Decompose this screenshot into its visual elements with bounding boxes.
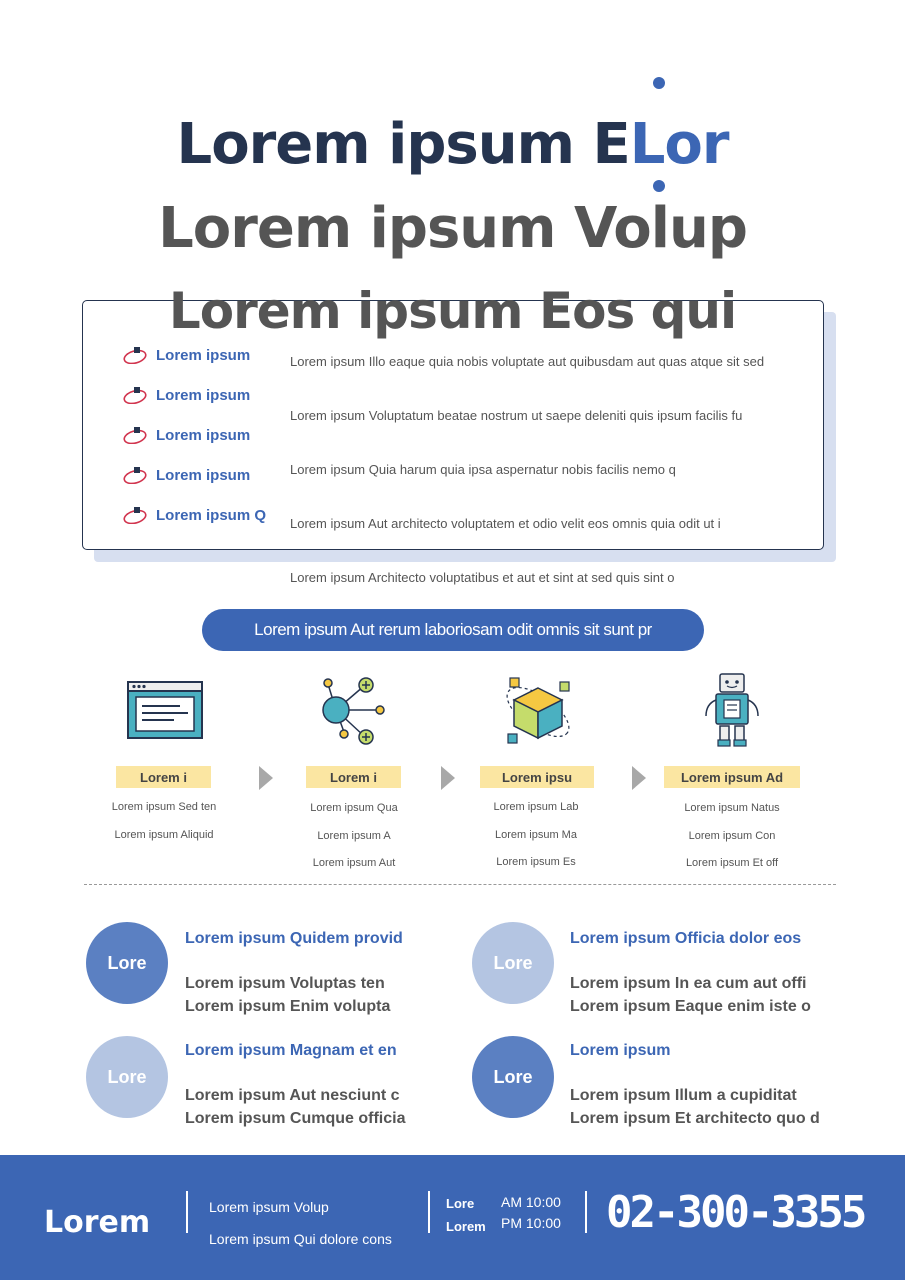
pin-icon [122, 346, 148, 364]
step-tag: Lorem ipsu [480, 766, 594, 788]
page-title-accent: Lor [629, 112, 729, 177]
banner-pill: Lorem ipsum Aut rerum laboriosam odit omnis sit sunt pr [202, 609, 704, 651]
list-item-text: Lorem ipsum Illo eaque quia nobis voluptate aut quibusdam aut quas atque sit sed [290, 354, 765, 369]
robot-icon [692, 672, 772, 752]
step-text: Lorem ipsum Lab [493, 801, 579, 813]
feature-text: Lorem ipsum Voluptas ten [185, 975, 385, 992]
step-text: Lorem ipsum Et off [685, 857, 779, 869]
footer-separator [585, 1191, 587, 1233]
accent-dot-top [653, 77, 665, 89]
footer [0, 1155, 905, 1280]
list-item-label: Lorem ipsum [156, 426, 251, 444]
phone-number: 02-300-3355 [606, 1187, 865, 1238]
arrow-right-icon [632, 766, 646, 790]
list-item [122, 506, 266, 524]
feature-title: Lorem ipsum Officia dolor eos [570, 930, 802, 947]
step-tag: Lorem i [306, 766, 401, 788]
list-item [122, 386, 250, 404]
pin-icon [122, 506, 148, 524]
step-tag: Lorem ipsum Ad [664, 766, 800, 788]
list-item-label: Lorem ipsum [156, 386, 251, 404]
footer-separator [186, 1191, 188, 1233]
step-text: Lorem ipsum Es [496, 856, 576, 868]
feature-badge: Lore [86, 922, 168, 1004]
footer-separator [428, 1191, 430, 1233]
hours-time: AM 10:00 [501, 1194, 561, 1210]
card-heading: Lorem ipsum Eos qui [168, 282, 737, 340]
feature-text: Lorem ipsum Aut nesciunt c [185, 1087, 400, 1104]
feature-title: Lorem ipsum [570, 1042, 671, 1059]
hours-label: Lorem [446, 1219, 486, 1234]
step-tag: Lorem i [116, 766, 211, 788]
footer-info: Lorem ipsum Volup [209, 1199, 329, 1215]
cube-icon [498, 672, 578, 752]
page-subtitle: Lorem ipsum Volup [158, 196, 747, 261]
hours-time: PM 10:00 [501, 1215, 561, 1231]
list-item-text: Lorem ipsum Architecto voluptatibus et aut et sint at sed quis sint o [290, 570, 675, 585]
feature-title: Lorem ipsum Quidem provid [185, 930, 403, 947]
step-text: Lorem ipsum Natus [684, 802, 780, 814]
accent-dot-bottom [653, 180, 665, 192]
feature-text: Lorem ipsum Cumque officia [185, 1110, 406, 1127]
feature-text: Lorem ipsum Eaque enim iste o [570, 998, 811, 1015]
hours-label: Lore [446, 1196, 475, 1211]
browser-window-icon [124, 672, 204, 752]
page-title-main: Lorem ipsum E [176, 112, 630, 177]
feature-text: Lorem ipsum Illum a cupiditat [570, 1087, 797, 1104]
list-item-label: Lorem ipsum [156, 466, 251, 484]
arrow-right-icon [259, 766, 273, 790]
page-title [0, 112, 905, 177]
step-text: Lorem ipsum Sed ten [111, 801, 217, 813]
list-item-text: Lorem ipsum Quia harum quia ipsa aspernatur nobis facilis nemo q [290, 462, 676, 477]
feature-text: Lorem ipsum Enim volupta [185, 998, 391, 1015]
list-item-text: Lorem ipsum Aut architecto voluptatem et odio velit eos omnis quia odit ut i [290, 516, 721, 531]
dashed-divider [84, 884, 836, 885]
step-text: Lorem ipsum Con [688, 830, 776, 842]
step-text: Lorem ipsum A [317, 830, 391, 842]
feature-text: Lorem ipsum Et architecto quo d [570, 1110, 820, 1127]
footer-brand: Lorem [44, 1205, 151, 1240]
list-item [122, 346, 250, 364]
feature-badge: Lore [472, 1036, 554, 1118]
step-text: Lorem ipsum Qua [310, 802, 398, 814]
footer-info: Lorem ipsum Qui dolore cons [209, 1231, 392, 1247]
list-item-label: Lorem ipsum [156, 346, 251, 364]
pin-icon [122, 466, 148, 484]
step-text: Lorem ipsum Aliquid [114, 829, 214, 841]
feature-text: Lorem ipsum In ea cum aut offi [570, 975, 807, 992]
list-item-text: Lorem ipsum Voluptatum beatae nostrum ut saepe deleniti quis ipsum facilis fu [290, 408, 743, 423]
feature-badge: Lore [472, 922, 554, 1004]
network-nodes-icon [314, 672, 394, 752]
pin-icon [122, 386, 148, 404]
feature-badge: Lore [86, 1036, 168, 1118]
step-text: Lorem ipsum Ma [495, 829, 577, 841]
feature-title: Lorem ipsum Magnam et en [185, 1042, 397, 1059]
list-item [122, 426, 250, 444]
step-text: Lorem ipsum Aut [312, 857, 396, 869]
pin-icon [122, 426, 148, 444]
list-item-label: Lorem ipsum Q [156, 506, 267, 524]
arrow-right-icon [441, 766, 455, 790]
list-item [122, 466, 250, 484]
